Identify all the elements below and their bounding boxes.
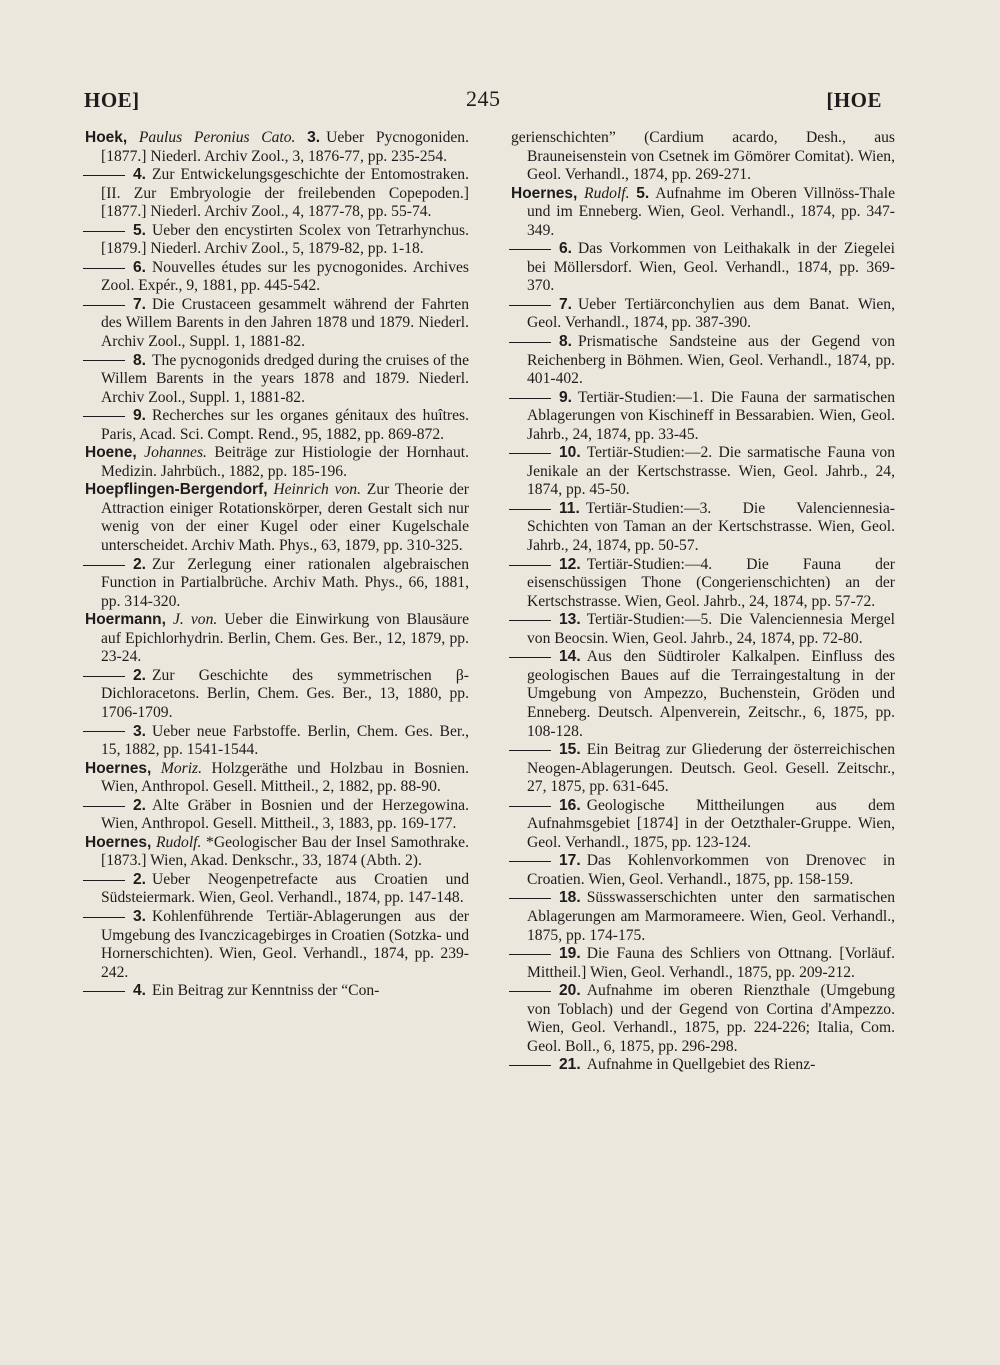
bibliography-item <box>85 871 469 908</box>
citation-text: Ueber Pycnogoniden. [1877.] Niederl. Archiv Zool., 3, 1876-77, pp. 235-254. <box>101 129 469 165</box>
author-given-name: Johannes. <box>144 444 207 462</box>
ditto-dash <box>83 991 125 992</box>
ditto-dash <box>83 360 125 361</box>
item-number: 10. <box>559 444 581 462</box>
item-number: 7. <box>559 295 573 313</box>
citation-text: Tertiär-Studien:—1. Die Fauna der sarmatischen Ablagerungen von Kischineff in Bessarabien. Wien, Geol. Jahrb., 24, 1874, pp. 33-45. <box>527 388 895 443</box>
item-number: 3. <box>307 129 321 146</box>
bibliography-item <box>85 166 469 222</box>
ditto-dash <box>509 342 551 343</box>
author-entry <box>85 129 469 166</box>
bibliography-item <box>511 982 895 1056</box>
bibliography-item <box>511 741 895 797</box>
author-entry <box>85 760 469 797</box>
item-number: 5. <box>133 221 147 239</box>
ditto-dash <box>83 880 125 881</box>
ditto-dash <box>509 453 551 454</box>
item-number: 13. <box>559 611 581 629</box>
author-given-name: Rudolf. <box>584 184 630 202</box>
item-number: 6. <box>559 240 573 258</box>
ditto-dash <box>83 565 125 566</box>
ditto-dash <box>509 991 551 992</box>
citation-text: Aufnahme in Quellgebiet des Rienz- <box>586 1056 816 1074</box>
author-name: Hoernes, <box>85 759 152 777</box>
running-head-left: HOE] <box>84 88 140 112</box>
author-entry <box>511 185 895 241</box>
page-number: 245 <box>466 86 501 111</box>
item-number: 15. <box>559 741 581 759</box>
citation-text: Aufnahme im oberen Rienzthale (Umgebung von Toblach) und der Gegend von Cortina d'Ampezzo. Wien, Geol. Verhandl., 1875, pp. 224-226; Italia, Com. Geol. Boll., 6, 1875, pp. 296-298. <box>527 982 895 1055</box>
ditto-dash <box>509 806 551 807</box>
citation-text: Nouvelles études sur les pycnogonides. Archives Zool. Expér., 9, 1881, pp. 445-542. <box>101 258 469 295</box>
bibliography-item <box>85 556 469 612</box>
item-number: 6. <box>133 258 147 276</box>
ditto-dash <box>509 954 551 955</box>
citation-text: Ueber den encystirten Scolex von Tetrarhynchus. [1879.] Niederl. Archiv Zool., 5, 1879-82, pp. 1-18. <box>101 221 469 258</box>
author-name: Hoek, <box>85 129 128 146</box>
bibliography-item <box>85 259 469 296</box>
citation-text: Die Fauna des Schliers von Ottnang. [Vorläuf. Mittheil.] Wien, Geol. Verhandl., 1875, pp. 209-212. <box>527 945 895 981</box>
ditto-dash <box>83 917 125 918</box>
item-number: 9. <box>133 407 147 425</box>
bibliography-item <box>85 352 469 408</box>
ditto-dash <box>509 305 551 306</box>
item-number: 14. <box>559 648 581 666</box>
citation-text: Ein Beitrag zur Gliederung der österreichischen Neogen-Ablagerungen. Deutsch. Geol. Gesell. Zeitschr., 27, 1875, pp. 631-645. <box>527 741 895 796</box>
item-number: 16. <box>559 796 581 814</box>
item-number: 9. <box>559 388 573 406</box>
citation-text: The pycnogonids dredged during the cruises of the Willem Barents in the years 1878 and 1879. Niederl. Archiv Zool., Suppl. 1, 1881-82. <box>101 351 469 406</box>
citation-text: Ueber Neogenpetrefacte aus Croatien und Südsteiermark. Wien, Geol. Verhandl., 1874, pp. 147-148. <box>101 870 469 907</box>
bibliography-item <box>511 333 895 389</box>
citation-text: Zur Geschichte des symmetrischen β-Dichloracetons. Berlin, Chem. Ges. Ber., 13, 1880, pp. 1706-1709. <box>101 666 469 721</box>
item-number: 19. <box>559 945 581 963</box>
bibliography-item <box>85 723 469 760</box>
bibliography-item <box>85 222 469 259</box>
citation-text: Ueber die Einwirkung von Blausäure auf Epichlorhydrin. Berlin, Chem. Ges. Ber., 12, 1879, pp. 23-24. <box>101 611 470 666</box>
item-number: 18. <box>559 889 581 907</box>
item-number: 12. <box>559 555 581 573</box>
bibliography-item <box>511 500 895 556</box>
item-number: 2. <box>133 666 147 684</box>
ditto-dash <box>509 620 551 621</box>
ditto-dash <box>83 806 125 807</box>
author-name: Hoene, <box>85 444 137 462</box>
citation-text: Zur Theorie der Attraction einiger Rotationskörper, deren Gestalt sich nur wenig von der einer Kugel oder einer Kugelschale unterscheidet. Archiv Math. Phys., 63, 1879, pp. 310-325. <box>101 481 469 555</box>
item-number: 8. <box>133 351 147 369</box>
item-number: 11. <box>559 499 580 517</box>
author-entry <box>85 611 469 667</box>
bibliography-item <box>511 889 895 945</box>
item-number: 5. <box>636 184 650 202</box>
item-number: 8. <box>559 333 573 351</box>
bibliography-item <box>85 407 469 444</box>
item-number: 3. <box>133 907 147 925</box>
citation-text: Tertiär-Studien:—4. Die Fauna der eisenschüssigen Thone (Congerienschichten) an der Kertschstrasse. Wien, Geol. Jahrb., 24, 1874, pp. 57-72. <box>527 555 895 610</box>
item-number: 4. <box>133 982 147 1000</box>
running-head-right: [HOE <box>826 88 882 112</box>
ditto-dash <box>509 657 551 658</box>
bibliography-item <box>511 556 895 612</box>
ditto-dash <box>509 509 551 510</box>
bibliography-item <box>511 240 895 296</box>
item-number: 2. <box>133 555 147 573</box>
item-number: 7. <box>133 295 147 313</box>
item-number: 21. <box>559 1056 581 1074</box>
author-name: Hoernes, <box>85 833 152 851</box>
citation-text: Ueber neue Farbstoffe. Berlin, Chem. Ges. Ber., 15, 1882, pp. 1541-1544. <box>101 722 469 759</box>
author-name: Hoernes, <box>511 184 578 202</box>
citation-text: Kohlenführende Tertiär-Ablagerungen aus der Umgebung des Ivanczicagebirges in Croatien (Sotzka- und Hornerschichten). Wien, Geol. Verhandl., 1874, pp. 239-242. <box>101 907 469 981</box>
left-column <box>85 129 469 1001</box>
ditto-dash <box>509 565 551 566</box>
citation-text: Tertiär-Studien:—2. Die sarmatische Fauna von Jenikale an der Kertschstrasse. Wien, Geol. Jahrb., 24, 1874, pp. 45-50. <box>527 444 895 499</box>
citation-text: Tertiär-Studien:—5. Die Valenciennesia Mergel von Beocsin. Wien, Geol. Jahrb., 24, 1874, pp. 72-80. <box>527 611 895 647</box>
bibliography-item <box>85 982 469 1001</box>
item-number: 2. <box>133 870 147 888</box>
item-number: 17. <box>559 852 581 870</box>
bibliography-item <box>511 1056 895 1075</box>
citation-text: Süsswasserschichten unter den sarmatischen Ablagerungen am Marmorameere. Wien, Geol. Verhandl., 1875, pp. 174-175. <box>527 889 895 944</box>
ditto-dash <box>509 898 551 899</box>
bibliography-item <box>511 945 895 982</box>
bibliography-item <box>85 908 469 982</box>
author-given-name: Rudolf. <box>155 833 202 851</box>
author-name: Hoepflingen-Bergendorf, <box>85 481 268 499</box>
bibliography-item <box>85 797 469 834</box>
bibliography-item <box>511 852 895 889</box>
citation-text: Tertiär-Studien:—3. Die Valenciennesia-Schichten von Taman an der Kertschstrasse. Wien, Geol. Jahrb., 24, 1874, pp. 50-57. <box>527 499 895 555</box>
ditto-dash <box>83 676 125 677</box>
citation-text: Holzgeräthe und Holzbau in Bosnien. Wien, Anthropol. Gesell. Mittheil., 2, 1882, pp. 88-90. <box>101 759 470 796</box>
ditto-dash <box>83 268 125 269</box>
bibliography-item <box>85 296 469 352</box>
citation-text: Beiträge zur Histiologie der Hornhaut. Medizin. Jahrbüch., 1882, pp. 185-196. <box>101 444 469 480</box>
bibliography-item <box>511 648 895 741</box>
ditto-dash <box>83 305 125 306</box>
ditto-dash <box>509 249 551 250</box>
item-number: 20. <box>559 982 581 1000</box>
item-number: 4. <box>133 166 147 184</box>
citation-text: Zur Zerlegung einer rationalen algebraischen Function in Partialbrüche. Archiv Math. Phys., 66, 1881, pp. 314-320. <box>101 555 469 610</box>
citation-text: Ein Beitrag zur Kenntniss der “Con- <box>152 982 380 1000</box>
ditto-dash <box>509 861 551 862</box>
citation-text: Das Vorkommen von Leithakalk in der Ziegelei bei Möllersdorf. Wien, Geol. Verhandl., 1874, pp. 369-370. <box>527 240 895 295</box>
citation-text: Das Kohlenvorkommen von Drenovec in Croatien. Wien, Geol. Verhandl., 1875, pp. 158-159. <box>527 852 895 888</box>
ditto-dash <box>509 750 551 751</box>
author-name: Hoermann, <box>85 611 166 629</box>
author-given-name: Moriz. <box>160 759 202 777</box>
continued-entry <box>511 129 895 185</box>
bibliography-item <box>85 667 469 723</box>
author-given-name: Paulus Peronius Cato. <box>138 129 296 146</box>
citation-text: Alte Gräber in Bosnien und der Herzegowina. Wien, Anthropol. Gesell. Mittheil., 3, 1883, pp. 169-177. <box>101 796 469 833</box>
author-given-name: Heinrich von. <box>273 481 361 499</box>
bibliography-item <box>511 797 895 853</box>
citation-text: *Geologischer Bau der Insel Samothrake. [1873.] Wien, Akad. Denkschr., 33, 1874 (Abth. 2). <box>101 833 469 870</box>
author-entry <box>85 481 469 555</box>
bibliography-item <box>511 296 895 333</box>
author-entry <box>85 834 469 871</box>
ditto-dash <box>83 416 125 417</box>
citation-text: Prismatische Sandsteine aus der Gegend von Reichenberg in Böhmen. Wien, Geol. Verhandl., 1874, pp. 401-402. <box>527 333 895 388</box>
bibliography-item <box>511 389 895 445</box>
bibliography-item <box>511 444 895 500</box>
ditto-dash <box>83 231 125 232</box>
ditto-dash <box>509 1065 551 1066</box>
ditto-dash <box>83 731 125 732</box>
item-number: 2. <box>133 796 147 814</box>
bibliography-item <box>511 611 895 648</box>
citation-text: Die Crustaceen gesammelt während der Fahrten des Willem Barents in den Jahren 1878 und 1879. Niederl. Archiv Zool., Suppl. 1, 1881-82. <box>101 295 469 351</box>
citation-text: Aufnahme im Oberen Villnöss-Thale und im Enneberg. Wien, Geol. Verhandl., 1874, pp. 347-349. <box>527 184 895 239</box>
item-number: 3. <box>133 722 147 740</box>
citation-text: Zur Entwickelungsgeschichte der Entomostraken. [II. Zur Embryologie der freilebenden Copepoden.] [1877.] Niederl. Archiv Zool., 4, 1877-78, pp. 55-74. <box>101 166 469 221</box>
citation-text: Geologische Mittheilungen aus dem Aufnahmsgebiet [1874] in der Oetzthaler-Gruppe. Wien, Geol. Verhandl., 1875, pp. 123-124. <box>527 796 895 851</box>
citation-text: Ueber Tertiärconchylien aus dem Banat. Wien, Geol. Verhandl., 1874, pp. 387-390. <box>527 295 895 332</box>
citation-text: Recherches sur les organes génitaux des huîtres. Paris, Acad. Sci. Compt. Rend., 95, 1882, pp. 869-872. <box>101 407 469 443</box>
right-column <box>511 129 895 1075</box>
ditto-dash <box>83 175 125 176</box>
author-entry <box>85 444 469 481</box>
citation-text: Aus den Südtiroler Kalkalpen. Einfluss des geologischen Baues auf die Terraingestaltung in der Umgebung von Ampezzo, Buchenstein, Gröden und Enneberg. Deutsch. Alpenverein, Zeitschr., 6, 1875, pp. 108-128. <box>527 648 895 740</box>
ditto-dash <box>509 398 551 399</box>
author-given-name: J. von. <box>173 611 218 629</box>
citation-text: gerienschichten” (Cardium acardo, Desh., aus Brauneisenstein von Csetnek im Gömörer Comitat). Wien, Geol. Verhandl., 1874, pp. 269-271. <box>511 129 895 184</box>
